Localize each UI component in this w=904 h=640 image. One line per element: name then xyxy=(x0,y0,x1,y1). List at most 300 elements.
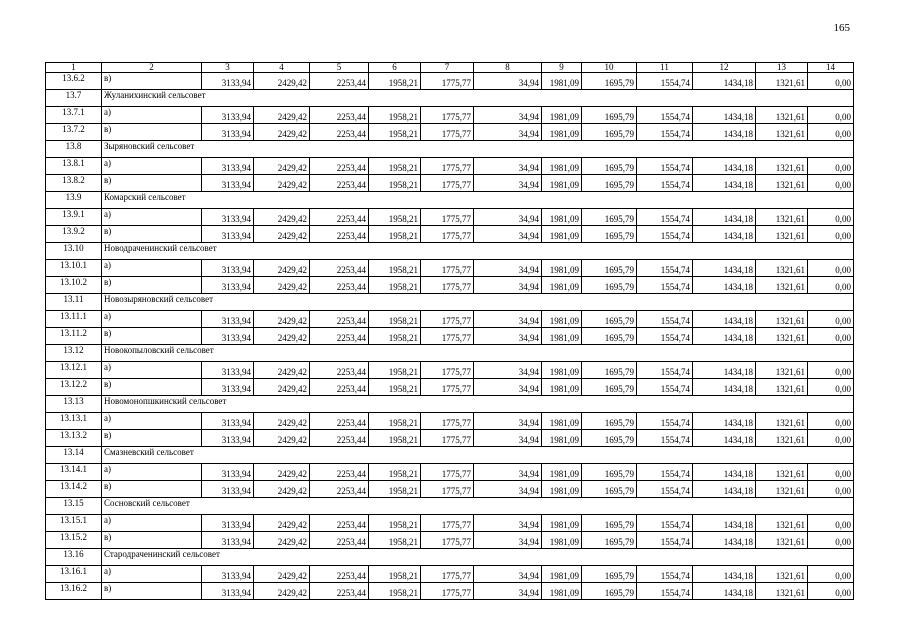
value-cell: 1321,61 xyxy=(756,379,808,396)
row-code: 13.11.1 xyxy=(46,311,102,328)
row-code: 13.12.2 xyxy=(46,379,102,396)
value-cell: 1695,79 xyxy=(582,277,637,294)
page-number: 165 xyxy=(833,22,850,34)
table-row xyxy=(46,73,854,90)
value-cell: 34,94 xyxy=(474,311,542,328)
value-cell: 3133,94 xyxy=(202,328,254,345)
value-cell: 0,00 xyxy=(808,124,854,141)
value-cell: 1958,21 xyxy=(369,277,421,294)
row-code: 13.14.1 xyxy=(46,464,102,481)
value-cell: 1981,09 xyxy=(542,362,582,379)
table-row xyxy=(46,328,854,345)
section-name: Смазневский сельсовет xyxy=(102,447,854,464)
value-cell: 0,00 xyxy=(808,328,854,345)
section-name: Комарский сельсовет xyxy=(102,192,854,209)
value-cell: 1434,18 xyxy=(693,277,756,294)
value-cell: 34,94 xyxy=(474,158,542,175)
table-body xyxy=(46,73,854,600)
value-cell: 1321,61 xyxy=(756,481,808,498)
column-header: 9 xyxy=(542,63,582,73)
value-cell: 1958,21 xyxy=(369,566,421,583)
value-cell: 1775,77 xyxy=(421,362,474,379)
value-cell: 34,94 xyxy=(474,209,542,226)
column-header: 2 xyxy=(102,63,202,73)
value-cell: 1981,09 xyxy=(542,175,582,192)
section-name: Новомонопшкинский сельсовет xyxy=(102,396,854,413)
row-subtype: в) xyxy=(102,226,202,243)
section-name: Зыряновский сельсовет xyxy=(102,141,854,158)
value-cell: 2253,44 xyxy=(310,464,369,481)
value-cell: 1554,74 xyxy=(637,566,693,583)
row-code: 13.14.2 xyxy=(46,481,102,498)
value-cell: 1434,18 xyxy=(693,328,756,345)
value-cell: 2253,44 xyxy=(310,226,369,243)
value-cell: 1775,77 xyxy=(421,481,474,498)
value-cell: 34,94 xyxy=(474,566,542,583)
value-cell: 1434,18 xyxy=(693,107,756,124)
value-cell: 1321,61 xyxy=(756,260,808,277)
table-row xyxy=(46,209,854,226)
value-cell: 1981,09 xyxy=(542,413,582,430)
section-code: 13.15 xyxy=(46,498,102,515)
value-cell: 0,00 xyxy=(808,260,854,277)
value-cell: 1554,74 xyxy=(637,583,693,600)
section-code: 13.16 xyxy=(46,549,102,566)
section-code: 13.14 xyxy=(46,447,102,464)
value-cell: 2429,42 xyxy=(254,566,310,583)
value-cell: 1321,61 xyxy=(756,277,808,294)
row-code: 13.13.1 xyxy=(46,413,102,430)
value-cell: 0,00 xyxy=(808,583,854,600)
value-cell: 3133,94 xyxy=(202,583,254,600)
value-cell: 34,94 xyxy=(474,328,542,345)
value-cell: 2253,44 xyxy=(310,175,369,192)
row-code: 13.16.2 xyxy=(46,583,102,600)
value-cell: 1775,77 xyxy=(421,226,474,243)
section-name: Новозыряновский сельсовет xyxy=(102,294,854,311)
column-header: 4 xyxy=(254,63,310,73)
value-cell: 2253,44 xyxy=(310,260,369,277)
value-cell: 3133,94 xyxy=(202,124,254,141)
table-row xyxy=(46,158,854,175)
value-cell: 0,00 xyxy=(808,311,854,328)
value-cell: 1321,61 xyxy=(756,328,808,345)
value-cell: 1958,21 xyxy=(369,583,421,600)
table-row xyxy=(46,566,854,583)
value-cell: 2253,44 xyxy=(310,107,369,124)
value-cell: 1775,77 xyxy=(421,175,474,192)
value-cell: 1554,74 xyxy=(637,277,693,294)
value-cell: 1434,18 xyxy=(693,311,756,328)
value-cell: 2429,42 xyxy=(254,209,310,226)
value-cell: 1434,18 xyxy=(693,430,756,447)
value-cell: 1775,77 xyxy=(421,260,474,277)
value-cell: 1958,21 xyxy=(369,464,421,481)
row-subtype: а) xyxy=(102,311,202,328)
value-cell: 34,94 xyxy=(474,277,542,294)
section-row xyxy=(46,447,854,464)
value-cell: 1958,21 xyxy=(369,532,421,549)
value-cell: 1554,74 xyxy=(637,311,693,328)
value-cell: 2429,42 xyxy=(254,328,310,345)
value-cell: 3133,94 xyxy=(202,430,254,447)
value-cell: 2429,42 xyxy=(254,379,310,396)
row-code: 13.15.1 xyxy=(46,515,102,532)
value-cell: 3133,94 xyxy=(202,107,254,124)
value-cell: 2429,42 xyxy=(254,226,310,243)
value-cell: 1554,74 xyxy=(637,328,693,345)
value-cell: 2429,42 xyxy=(254,175,310,192)
value-cell: 0,00 xyxy=(808,209,854,226)
value-cell: 1321,61 xyxy=(756,566,808,583)
value-cell: 1321,61 xyxy=(756,209,808,226)
value-cell: 1775,77 xyxy=(421,124,474,141)
value-cell: 1695,79 xyxy=(582,226,637,243)
value-cell: 1981,09 xyxy=(542,566,582,583)
value-cell: 1695,79 xyxy=(582,430,637,447)
value-cell: 1321,61 xyxy=(756,583,808,600)
value-cell: 2253,44 xyxy=(310,328,369,345)
value-cell: 2429,42 xyxy=(254,107,310,124)
value-cell: 1958,21 xyxy=(369,413,421,430)
value-cell: 34,94 xyxy=(474,107,542,124)
row-subtype: в) xyxy=(102,583,202,600)
value-cell: 1434,18 xyxy=(693,124,756,141)
column-header: 11 xyxy=(637,63,693,73)
value-cell: 1695,79 xyxy=(582,379,637,396)
value-cell: 1695,79 xyxy=(582,107,637,124)
value-cell: 1321,61 xyxy=(756,175,808,192)
value-cell: 2429,42 xyxy=(254,158,310,175)
value-cell: 2429,42 xyxy=(254,124,310,141)
value-cell: 1958,21 xyxy=(369,260,421,277)
value-cell: 1695,79 xyxy=(582,175,637,192)
value-cell: 2429,42 xyxy=(254,515,310,532)
column-header: 6 xyxy=(369,63,421,73)
value-cell: 1958,21 xyxy=(369,209,421,226)
value-cell: 3133,94 xyxy=(202,73,254,90)
value-cell: 1958,21 xyxy=(369,175,421,192)
value-cell: 1775,77 xyxy=(421,464,474,481)
value-cell: 2253,44 xyxy=(310,515,369,532)
value-cell: 1554,74 xyxy=(637,226,693,243)
section-code: 13.12 xyxy=(46,345,102,362)
column-header: 13 xyxy=(756,63,808,73)
value-cell: 1321,61 xyxy=(756,362,808,379)
value-cell: 1554,74 xyxy=(637,175,693,192)
value-cell: 1981,09 xyxy=(542,260,582,277)
value-cell: 1434,18 xyxy=(693,260,756,277)
table-row xyxy=(46,379,854,396)
value-cell: 1981,09 xyxy=(542,515,582,532)
column-header: 7 xyxy=(421,63,474,73)
value-cell: 1958,21 xyxy=(369,481,421,498)
value-cell: 1981,09 xyxy=(542,481,582,498)
value-cell: 1958,21 xyxy=(369,515,421,532)
value-cell: 0,00 xyxy=(808,277,854,294)
column-number-row xyxy=(46,63,854,73)
value-cell: 1981,09 xyxy=(542,158,582,175)
row-subtype: а) xyxy=(102,107,202,124)
value-cell: 3133,94 xyxy=(202,413,254,430)
value-cell: 0,00 xyxy=(808,107,854,124)
value-cell: 0,00 xyxy=(808,73,854,90)
table-row xyxy=(46,175,854,192)
value-cell: 3133,94 xyxy=(202,464,254,481)
value-cell: 1695,79 xyxy=(582,583,637,600)
row-subtype: а) xyxy=(102,464,202,481)
table-row xyxy=(46,226,854,243)
value-cell: 1958,21 xyxy=(369,328,421,345)
value-cell: 1434,18 xyxy=(693,209,756,226)
value-cell: 0,00 xyxy=(808,226,854,243)
value-cell: 1775,77 xyxy=(421,277,474,294)
value-cell: 1981,09 xyxy=(542,124,582,141)
value-cell: 3133,94 xyxy=(202,515,254,532)
row-subtype: в) xyxy=(102,175,202,192)
section-row xyxy=(46,345,854,362)
section-code: 13.11 xyxy=(46,294,102,311)
value-cell: 34,94 xyxy=(474,226,542,243)
value-cell: 1434,18 xyxy=(693,158,756,175)
value-cell: 0,00 xyxy=(808,515,854,532)
value-cell: 2253,44 xyxy=(310,583,369,600)
value-cell: 3133,94 xyxy=(202,481,254,498)
section-row xyxy=(46,549,854,566)
row-code: 13.10.2 xyxy=(46,277,102,294)
value-cell: 0,00 xyxy=(808,362,854,379)
table-row xyxy=(46,515,854,532)
value-cell: 1958,21 xyxy=(369,107,421,124)
value-cell: 1554,74 xyxy=(637,430,693,447)
value-cell: 1434,18 xyxy=(693,413,756,430)
value-cell: 0,00 xyxy=(808,532,854,549)
value-cell: 1958,21 xyxy=(369,430,421,447)
value-cell: 1321,61 xyxy=(756,515,808,532)
value-cell: 1321,61 xyxy=(756,532,808,549)
value-cell: 1695,79 xyxy=(582,413,637,430)
value-cell: 2429,42 xyxy=(254,583,310,600)
value-cell: 0,00 xyxy=(808,464,854,481)
value-cell: 2253,44 xyxy=(310,481,369,498)
section-row xyxy=(46,243,854,260)
value-cell: 3133,94 xyxy=(202,158,254,175)
value-cell: 1775,77 xyxy=(421,73,474,90)
value-cell: 1958,21 xyxy=(369,158,421,175)
value-cell: 1981,09 xyxy=(542,277,582,294)
value-cell: 3133,94 xyxy=(202,566,254,583)
value-cell: 2253,44 xyxy=(310,311,369,328)
value-cell: 1775,77 xyxy=(421,583,474,600)
value-cell: 1434,18 xyxy=(693,362,756,379)
row-subtype: а) xyxy=(102,362,202,379)
value-cell: 1981,09 xyxy=(542,107,582,124)
value-cell: 2429,42 xyxy=(254,277,310,294)
value-cell: 2253,44 xyxy=(310,158,369,175)
value-cell: 2429,42 xyxy=(254,413,310,430)
value-cell: 34,94 xyxy=(474,73,542,90)
row-subtype: а) xyxy=(102,260,202,277)
row-subtype: в) xyxy=(102,532,202,549)
value-cell: 2429,42 xyxy=(254,532,310,549)
value-cell: 1434,18 xyxy=(693,464,756,481)
value-cell: 1958,21 xyxy=(369,226,421,243)
section-row xyxy=(46,498,854,515)
value-cell: 1775,77 xyxy=(421,158,474,175)
section-row xyxy=(46,294,854,311)
table-row xyxy=(46,277,854,294)
row-code: 13.9.2 xyxy=(46,226,102,243)
value-cell: 1695,79 xyxy=(582,124,637,141)
value-cell: 34,94 xyxy=(474,481,542,498)
value-cell: 0,00 xyxy=(808,481,854,498)
value-cell: 1321,61 xyxy=(756,158,808,175)
section-row xyxy=(46,396,854,413)
row-subtype: а) xyxy=(102,158,202,175)
value-cell: 1981,09 xyxy=(542,583,582,600)
section-name: Новодраченинский сельсовет xyxy=(102,243,854,260)
value-cell: 1554,74 xyxy=(637,158,693,175)
value-cell: 1321,61 xyxy=(756,107,808,124)
column-header: 3 xyxy=(202,63,254,73)
value-cell: 2429,42 xyxy=(254,464,310,481)
value-cell: 1695,79 xyxy=(582,566,637,583)
value-cell: 1981,09 xyxy=(542,532,582,549)
value-cell: 3133,94 xyxy=(202,311,254,328)
column-header: 5 xyxy=(310,63,369,73)
column-header: 8 xyxy=(474,63,542,73)
value-cell: 1434,18 xyxy=(693,379,756,396)
table-row xyxy=(46,583,854,600)
value-cell: 2253,44 xyxy=(310,124,369,141)
row-code: 13.15.2 xyxy=(46,532,102,549)
value-cell: 1695,79 xyxy=(582,209,637,226)
value-cell: 0,00 xyxy=(808,175,854,192)
row-code: 13.13.2 xyxy=(46,430,102,447)
value-cell: 1434,18 xyxy=(693,226,756,243)
value-cell: 1775,77 xyxy=(421,379,474,396)
value-cell: 1981,09 xyxy=(542,464,582,481)
value-cell: 34,94 xyxy=(474,515,542,532)
value-cell: 1434,18 xyxy=(693,73,756,90)
row-code: 13.8.2 xyxy=(46,175,102,192)
value-cell: 2253,44 xyxy=(310,413,369,430)
value-cell: 1981,09 xyxy=(542,311,582,328)
section-code: 13.8 xyxy=(46,141,102,158)
value-cell: 1981,09 xyxy=(542,430,582,447)
value-cell: 1981,09 xyxy=(542,226,582,243)
value-cell: 1981,09 xyxy=(542,379,582,396)
value-cell: 1434,18 xyxy=(693,515,756,532)
value-cell: 1321,61 xyxy=(756,413,808,430)
value-cell: 1554,74 xyxy=(637,532,693,549)
row-code: 13.9.1 xyxy=(46,209,102,226)
column-header: 10 xyxy=(582,63,637,73)
section-name: Стародраченинский сельсовет xyxy=(102,549,854,566)
value-cell: 1775,77 xyxy=(421,430,474,447)
value-cell: 34,94 xyxy=(474,362,542,379)
value-cell: 2253,44 xyxy=(310,566,369,583)
row-code: 13.7.2 xyxy=(46,124,102,141)
column-header: 14 xyxy=(808,63,854,73)
table-row xyxy=(46,362,854,379)
section-code: 13.9 xyxy=(46,192,102,209)
table-row xyxy=(46,481,854,498)
section-code: 13.7 xyxy=(46,90,102,107)
value-cell: 1958,21 xyxy=(369,362,421,379)
value-cell: 1695,79 xyxy=(582,73,637,90)
value-cell: 2253,44 xyxy=(310,277,369,294)
value-cell: 1434,18 xyxy=(693,566,756,583)
value-cell: 1434,18 xyxy=(693,583,756,600)
value-cell: 1695,79 xyxy=(582,515,637,532)
value-cell: 1321,61 xyxy=(756,124,808,141)
value-cell: 3133,94 xyxy=(202,277,254,294)
value-cell: 0,00 xyxy=(808,379,854,396)
value-cell: 0,00 xyxy=(808,430,854,447)
value-cell: 3133,94 xyxy=(202,226,254,243)
value-cell: 1554,74 xyxy=(637,260,693,277)
value-cell: 1554,74 xyxy=(637,362,693,379)
value-cell: 2253,44 xyxy=(310,209,369,226)
row-code: 13.12.1 xyxy=(46,362,102,379)
section-name: Жуланихинский сельсовет xyxy=(102,90,854,107)
value-cell: 1554,74 xyxy=(637,124,693,141)
table-row xyxy=(46,311,854,328)
value-cell: 1554,74 xyxy=(637,515,693,532)
value-cell: 1554,74 xyxy=(637,481,693,498)
value-cell: 2429,42 xyxy=(254,430,310,447)
table-row xyxy=(46,413,854,430)
value-cell: 1775,77 xyxy=(421,311,474,328)
section-name: Новокопыловский сельсовет xyxy=(102,345,854,362)
value-cell: 1695,79 xyxy=(582,311,637,328)
row-subtype: в) xyxy=(102,481,202,498)
value-cell: 34,94 xyxy=(474,430,542,447)
value-cell: 1695,79 xyxy=(582,481,637,498)
row-code: 13.6.2 xyxy=(46,73,102,90)
value-cell: 3133,94 xyxy=(202,175,254,192)
row-subtype: в) xyxy=(102,277,202,294)
value-cell: 3133,94 xyxy=(202,209,254,226)
value-cell: 34,94 xyxy=(474,379,542,396)
value-cell: 1321,61 xyxy=(756,464,808,481)
section-code: 13.10 xyxy=(46,243,102,260)
value-cell: 2429,42 xyxy=(254,362,310,379)
table-row xyxy=(46,464,854,481)
value-cell: 2253,44 xyxy=(310,379,369,396)
value-cell: 1554,74 xyxy=(637,464,693,481)
value-cell: 1695,79 xyxy=(582,260,637,277)
value-cell: 2429,42 xyxy=(254,73,310,90)
value-cell: 1981,09 xyxy=(542,328,582,345)
row-subtype: в) xyxy=(102,124,202,141)
value-cell: 1695,79 xyxy=(582,362,637,379)
table-row xyxy=(46,124,854,141)
value-cell: 1434,18 xyxy=(693,532,756,549)
value-cell: 1775,77 xyxy=(421,566,474,583)
value-cell: 34,94 xyxy=(474,583,542,600)
column-header: 1 xyxy=(46,63,102,73)
value-cell: 1695,79 xyxy=(582,328,637,345)
table-row xyxy=(46,107,854,124)
row-code: 13.8.1 xyxy=(46,158,102,175)
table-row xyxy=(46,260,854,277)
tariff-table xyxy=(45,62,854,600)
value-cell: 1321,61 xyxy=(756,73,808,90)
value-cell: 1321,61 xyxy=(756,226,808,243)
value-cell: 1434,18 xyxy=(693,481,756,498)
